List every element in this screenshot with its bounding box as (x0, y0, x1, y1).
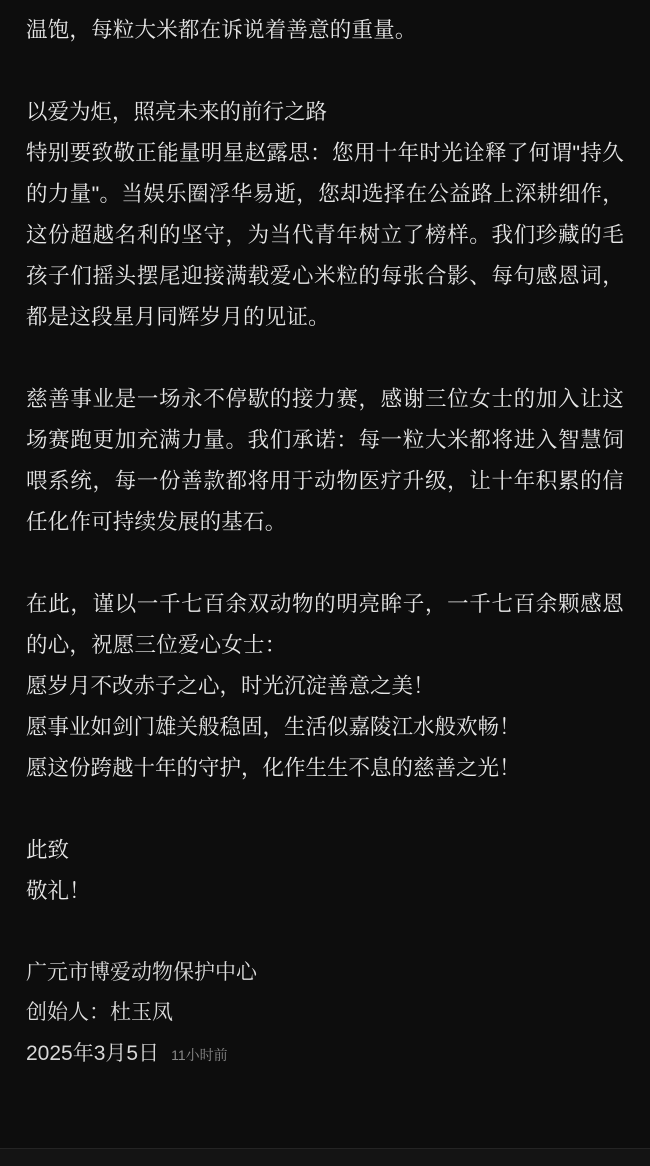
relative-time: 11小时前 (171, 1047, 228, 1063)
closing-line-1: 此致 (26, 838, 70, 862)
paragraph-blessing-intro: 在此，谨以一千七百余双动物的明亮眸子，一千七百余颗感恩的心，祝愿三位爱心女士： (26, 592, 624, 657)
wish-line-3: 愿这份跨越十年的守护，化作生生不息的慈善之光！ (26, 756, 521, 780)
signature-founder: 创始人：杜玉凤 (26, 1001, 173, 1024)
paragraph-gap (26, 338, 624, 379)
paragraph-tribute: 特别要致敬正能量明星赵露思：您用十年时光诠释了何谓"持久的力量"。当娱乐圈浮华易逝，您却选择在公益路上深耕细作，这份超越名利的坚守，为当代青年树立了榜样。我们珍藏的毛孩子们摇头摆尾迎接满载爱心米粒的每张合影、每句感恩词，都是这段星月同辉岁月的见证。 (26, 141, 624, 329)
closing-line-2: 敬礼！ (26, 879, 91, 903)
publish-date: 2025年3月5日 (26, 1042, 160, 1065)
paragraph-gap (26, 51, 624, 92)
paragraph-continuation: 温饱，每粒大米都在诉说着善意的重量。 (26, 18, 417, 42)
article-body (26, 10, 624, 1074)
paragraph-tagline: 以爱为炬，照亮未来的前行之路 (26, 100, 328, 124)
paragraph-pledge: 慈善事业是一场永不停歇的接力赛，感谢三位女士的加入让这场赛跑更加充满力量。我们承诺：每一粒大米都将进入智慧饲喂系统，每一份善款都将用于动物医疗升级，让十年积累的信任化作可持续发展的基石。 (26, 387, 624, 534)
paragraph-gap (26, 543, 624, 584)
wish-line-2: 愿事业如剑门雄关般稳固，生活似嘉陵江水般欢畅！ (26, 715, 521, 739)
signature-organization: 广元市博爱动物保护中心 (26, 961, 257, 984)
wish-line-1: 愿岁月不改赤子之心，时光沉淀善意之美！ (26, 674, 435, 698)
paragraph-gap (26, 789, 624, 830)
article-footer (26, 1035, 624, 1074)
bottom-bar (0, 1148, 650, 1166)
paragraph-gap (26, 912, 624, 953)
